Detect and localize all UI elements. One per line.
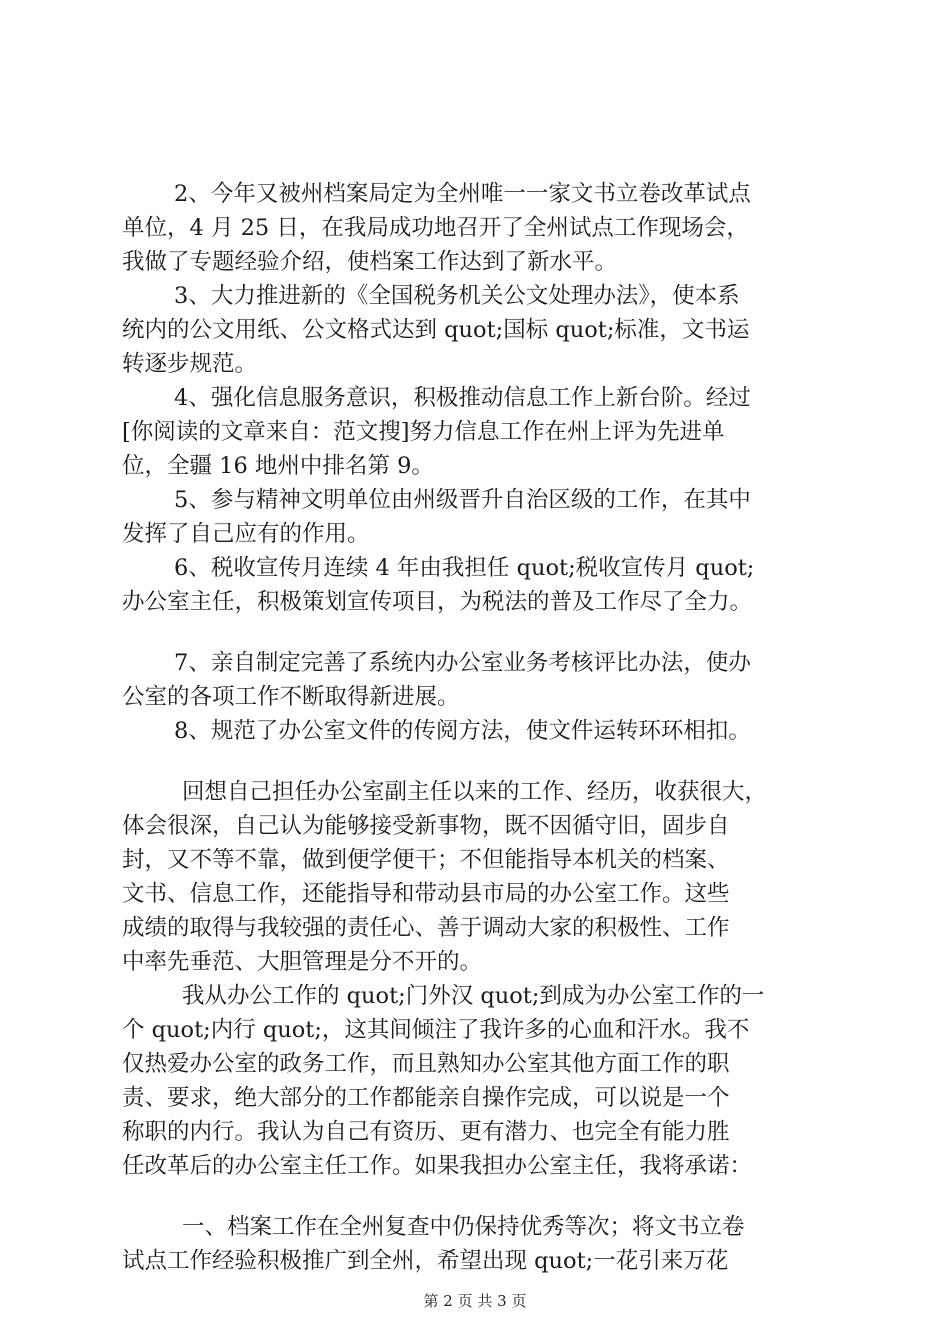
- paragraph-9-line-4: 文书、信息工作，还能指导和带动县市局的办公室工作。这些: [122, 881, 730, 907]
- paragraph-11-line-1: 一、档案工作在全州复查中仍保持优秀等次；将文书立卷: [182, 1214, 745, 1240]
- paragraph-5-line-2: 发挥了自己应有的作用。: [122, 521, 370, 547]
- paragraph-2-line-3: 我做了专题经验介绍，使档案工作达到了新水平。: [122, 249, 618, 275]
- paragraph-10-line-3: 仅热爱办公室的政务工作，而且熟知办公室其他方面工作的职: [122, 1051, 730, 1077]
- paragraph-4-line-3: 位，全疆 16 地州中排名第 9。: [122, 453, 434, 479]
- paragraph-6-line-1: 6、税收宣传月连续 4 年由我担任 quot;税收宣传月 quot;: [174, 555, 755, 581]
- paragraph-9-line-3: 封，又不等不靠，做到便学便干；不但能指导本机关的档案、: [122, 847, 730, 873]
- paragraph-7-line-1: 7、亲自制定完善了系统内办公室业务考核评比办法，使办: [174, 650, 751, 676]
- paragraph-10-line-4: 责、要求，绝大部分的工作都能亲自操作完成，可以说是一个: [122, 1085, 730, 1111]
- paragraph-6-line-2: 办公室主任，积极策划宣传项目，为税法的普及工作尽了全力。: [122, 589, 753, 615]
- paragraph-4-line-1: 4、强化信息服务意识，积极推动信息工作上新台阶。经过: [174, 385, 751, 411]
- paragraph-2-line-1: 2、今年又被州档案局定为全州唯一一家文书立卷改革试点: [174, 181, 751, 207]
- paragraph-3-line-3: 转逐步规范。: [122, 351, 258, 377]
- paragraph-3-line-1: 3、大力推进新的《全国税务机关公文处理办法》，使本系: [174, 283, 740, 309]
- paragraph-11-line-2: 试点工作经验积极推广到全州，希望出现 quot;一花引来万花: [122, 1248, 729, 1274]
- paragraph-10-line-5: 称职的内行。我认为自己有资历、更有潜力、也完全有能力胜: [122, 1119, 730, 1145]
- paragraph-10-line-1: 我从办公工作的 quot;门外汉 quot;到成为办公室工作的一: [182, 983, 765, 1009]
- paragraph-10-line-2: 个 quot;内行 quot;，这其间倾注了我许多的心血和汗水。我不: [122, 1017, 750, 1043]
- paragraph-9-line-6: 中率先垂范、大胆管理是分不开的。: [122, 949, 483, 975]
- paragraph-9-line-5: 成绩的取得与我较强的责任心、善于调动大家的积极性、工作: [122, 915, 730, 941]
- paragraph-5-line-1: 5、参与精神文明单位由州级晋升自治区级的工作，在其中: [174, 487, 751, 513]
- paragraph-9-line-2: 体会很深，自己认为能够接受新事物，既不因循守旧，固步自: [122, 813, 730, 839]
- paragraph-2-line-2: 单位，4 月 25 日，在我局成功地召开了全州试点工作现场会，: [122, 215, 749, 241]
- paragraph-7-line-2: 公室的各项工作不断取得新进展。: [122, 684, 460, 710]
- paragraph-9-line-1: 回想自己担任办公室副主任以来的工作、经历，收获很大，: [182, 779, 768, 805]
- paragraph-8-line-1: 8、规范了办公室文件的传阅方法，使文件运转环环相扣。: [174, 718, 751, 744]
- paragraph-4-line-2: [你阅读的文章来自：范文搜]努力信息工作在州上评为先进单: [122, 419, 725, 445]
- page-number-footer: 第 2 页 共 3 页: [423, 1292, 527, 1310]
- paragraph-3-line-2: 统内的公文用纸、公文格式达到 quot;国标 quot;标准，文书运: [122, 317, 750, 343]
- paragraph-10-line-6: 任改革后的办公室主任工作。如果我担办公室主任，我将承诺：: [122, 1153, 753, 1179]
